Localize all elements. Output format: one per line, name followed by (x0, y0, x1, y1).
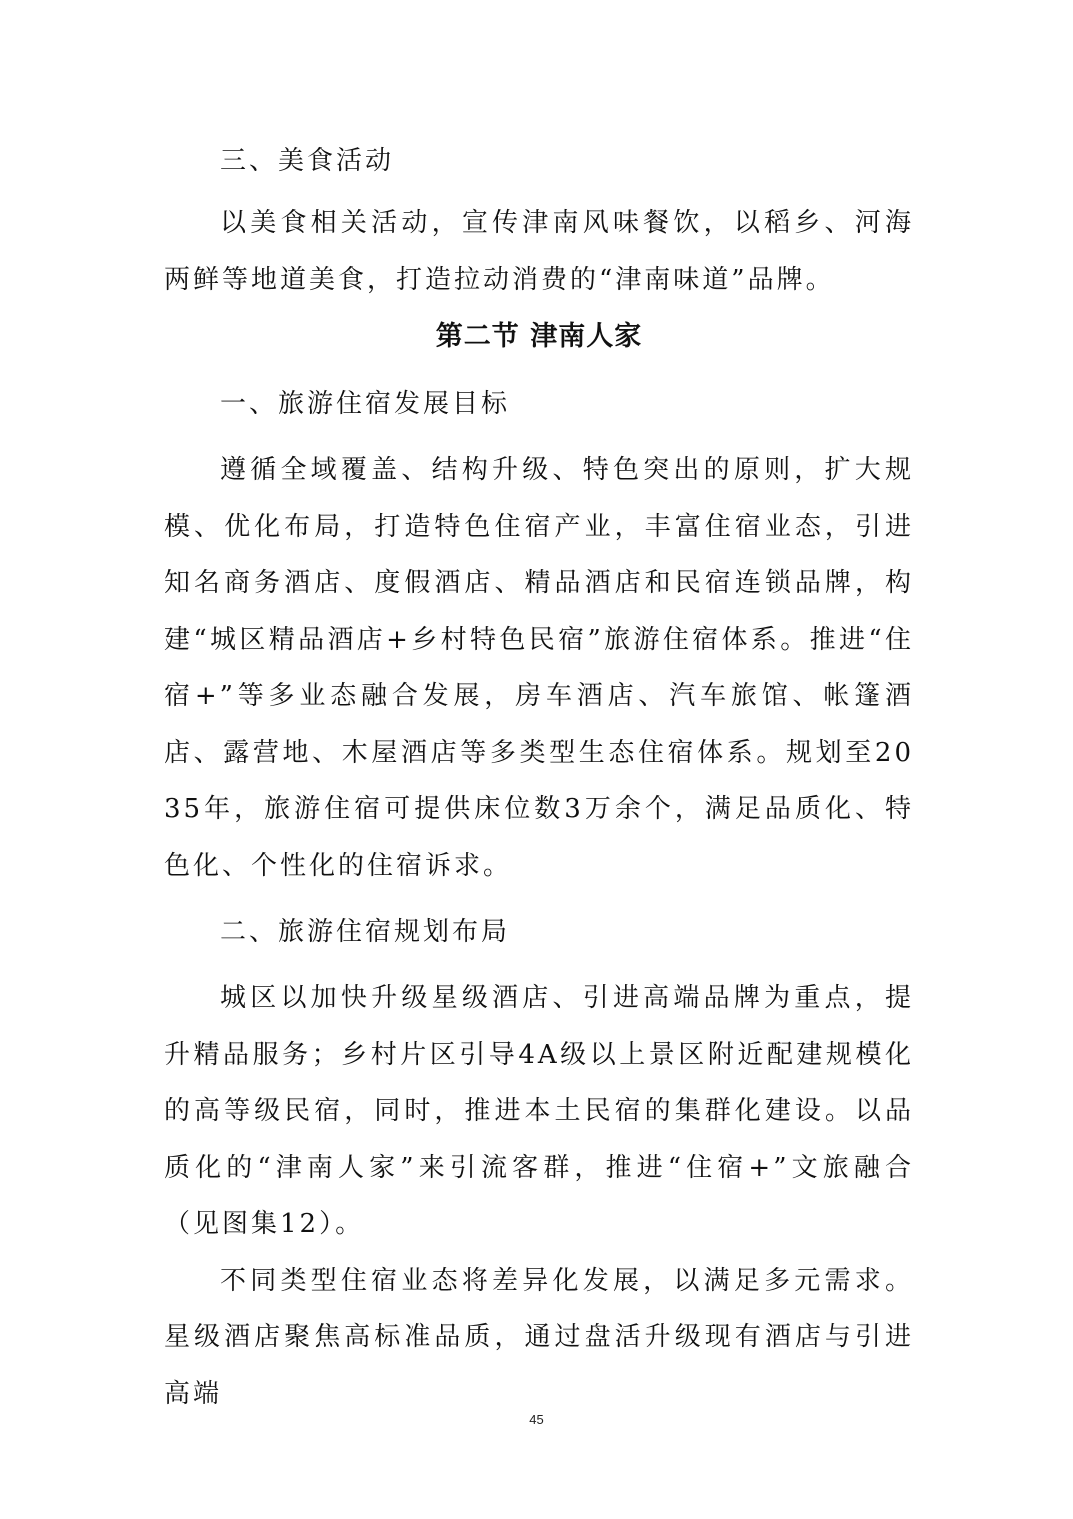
accommodation-layout-paragraph-1: 城区以加快升级星级酒店、引进高端品牌为重点，提升精品服务；乡村片区引导4A级以上景区附近配建规模化的高等级民宿，同时，推进本土民宿的集群化建设。以品质化的“津南人家”来引流客群，推进“住宿+”文旅融合（见图集12）。 (164, 983, 914, 1239)
section-title: 第二节 津南人家 (435, 321, 643, 352)
page-content (164, 133, 914, 1422)
accommodation-goal-heading: 一、旅游住宿发展目标 (220, 389, 511, 419)
food-activity-paragraph: 以美食相关活动，宣传津南风味餐饮，以稻乡、河海两鲜等地道美食，打造拉动消费的“津南味道”品牌。 (164, 208, 914, 295)
accommodation-goal-paragraph: 遵循全域覆盖、结构升级、特色突出的原则，扩大规模、优化布局，打造特色住宿产业，丰富住宿业态，引进知名商务酒店、度假酒店、精品酒店和民宿连锁品牌，构建“城区精品酒店+乡村特色民宿”旅游住宿体系。推进“住宿+”等多业态融合发展，房车酒店、汽车旅馆、帐篷酒店、露营地、木屋酒店等多类型生态住宿体系。规划至2035年，旅游住宿可提供床位数3万余个，满足品质化、特色化、个性化的住宿诉求。 (164, 455, 914, 881)
food-activity-heading: 三、美食活动 (220, 146, 395, 176)
page-number: 45 (529, 1412, 544, 1427)
accommodation-layout-paragraph-2: 不同类型住宿业态将差异化发展，以满足多元需求。星级酒店聚焦高标准品质，通过盘活升级现有酒店与引进高端 (164, 1265, 914, 1409)
accommodation-layout-heading: 二、旅游住宿规划布局 (220, 917, 511, 947)
